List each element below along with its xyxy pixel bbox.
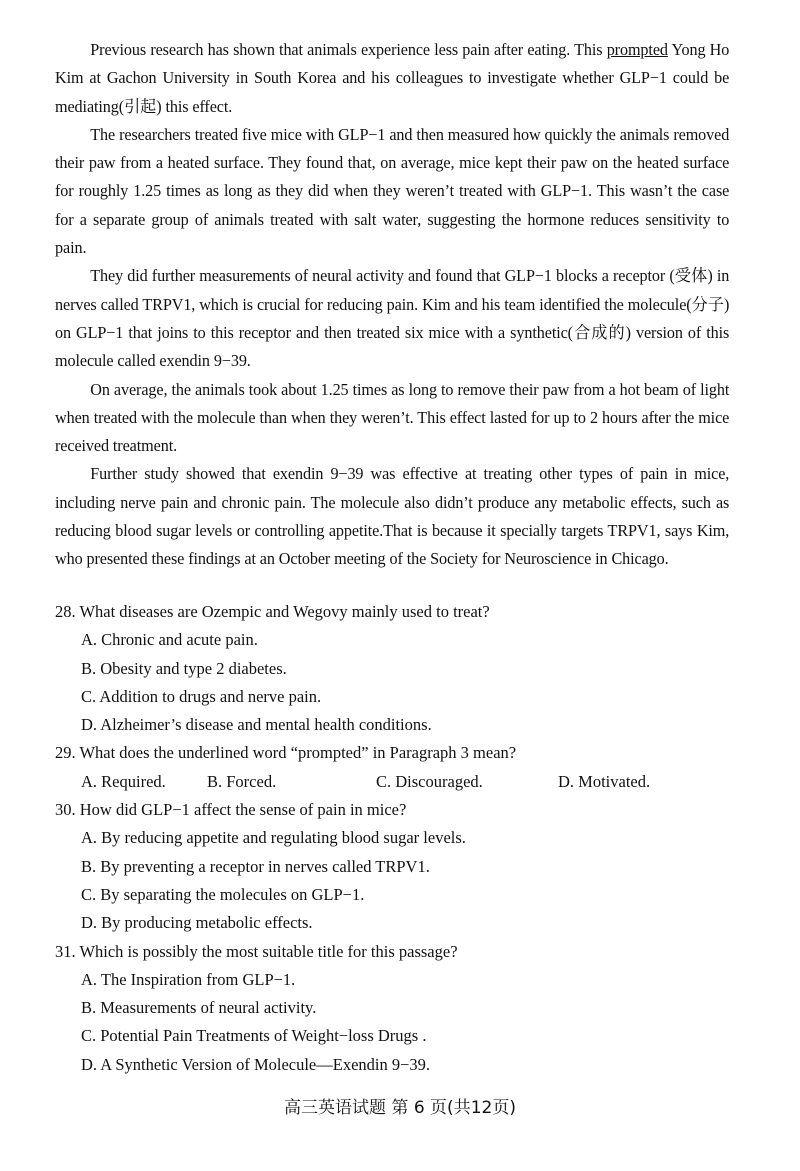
option-c: C. Discouraged. [376, 771, 483, 791]
paragraph-1-text-end: Yong Ho Kim at Gachon University in South Korea and his colleagues to investigate whether GLP−1 could be mediating(引起) this effect. [55, 40, 730, 116]
paragraph-2: The researchers treated five mice with GLP−1 and then measured how quickly the animals removed their paw from a heated surface. They found that, on average, mice kept their paw on the heated surface for roughly 1.25 times as long as they did when they weren’t treated with GLP−1. This wasn’t the case for a separate group of animals treated with salt water, suggesting the hormone reduces sensitivity to pain. [55, 124, 730, 258]
option-b: B. Forced. [207, 771, 277, 791]
question-30 [55, 796, 755, 937]
option-a: A. Chronic and acute pain. [81, 630, 258, 650]
option-c: C. By separating the molecules on GLP−1. [81, 884, 365, 904]
question-29 [55, 739, 755, 796]
options-row [81, 768, 755, 796]
question-stem: 29. What does the underlined word “prompted” in Paragraph 3 mean? [55, 743, 517, 763]
option-b: B. Measurements of neural activity. [81, 998, 317, 1018]
question-stem: 30. How did GLP−1 affect the sense of pain in mice? [55, 800, 407, 820]
reading-passage [55, 36, 743, 574]
option-d: D. Motivated. [558, 771, 651, 791]
paragraph-1 [55, 36, 729, 121]
option-b: B. By preventing a receptor in nerves called TRPV1. [81, 856, 430, 876]
page-footer: 高三英语试题 第 6 页(共12页) [284, 1098, 516, 1118]
option-a: A. By reducing appetite and regulating blood sugar levels. [81, 828, 466, 848]
underlined-word-prompted: prompted [606, 40, 668, 59]
option-c: C. Potential Pain Treatments of Weight−loss Drugs . [81, 1026, 427, 1046]
option-d: D. Alzheimer’s disease and mental health conditions. [81, 715, 432, 735]
question-stem: 31. Which is possibly the most suitable title for this passage? [55, 941, 458, 961]
option-c: C. Addition to drugs and nerve pain. [81, 686, 322, 706]
paragraph-4: On average, the animals took about 1.25 times as long to remove their paw from a hot beam of light when treated with the molecule than when they weren’t. This effect lasted for up to 2 hours after the mice received treatment. [55, 379, 730, 456]
paragraph-5: Further study showed that exendin 9−39 was effective at treating other types of pain in mice, including nerve pain and chronic pain. The molecule also didn’t produce any metabolic effects, such as reducing blood sugar levels or controlling appetite.That is because it specially targets TRPV1, says Kim, who presented these findings at an October meeting of the Society for Neuroscience in Chicago. [55, 464, 730, 569]
option-a: A. Required. [81, 771, 166, 791]
question-31 [55, 938, 755, 1079]
paragraph-3: They did further measurements of neural activity and found that GLP−1 blocks a receptor (受体) in nerves called TRPV1, which is crucial for reducing pain. Kim and his team identified the molecule(分子) on GLP−1 that joins to this receptor and then treated six mice with a synthetic(合成的) version of this molecule called exendin 9−39. [55, 266, 730, 371]
option-d: D. By producing metabolic effects. [81, 913, 313, 933]
question-28 [55, 598, 755, 739]
question-stem: 28. What diseases are Ozempic and Wegovy mainly used to treat? [55, 602, 490, 621]
option-b: B. Obesity and type 2 diabetes. [81, 658, 287, 678]
option-a: A. The Inspiration from GLP−1. [81, 969, 296, 989]
option-d: D. A Synthetic Version of Molecule—Exendin 9−39. [81, 1054, 431, 1074]
paragraph-1-text-start: Previous research has shown that animals experience less pain after eating. This [90, 40, 607, 59]
question-list [55, 598, 755, 1079]
